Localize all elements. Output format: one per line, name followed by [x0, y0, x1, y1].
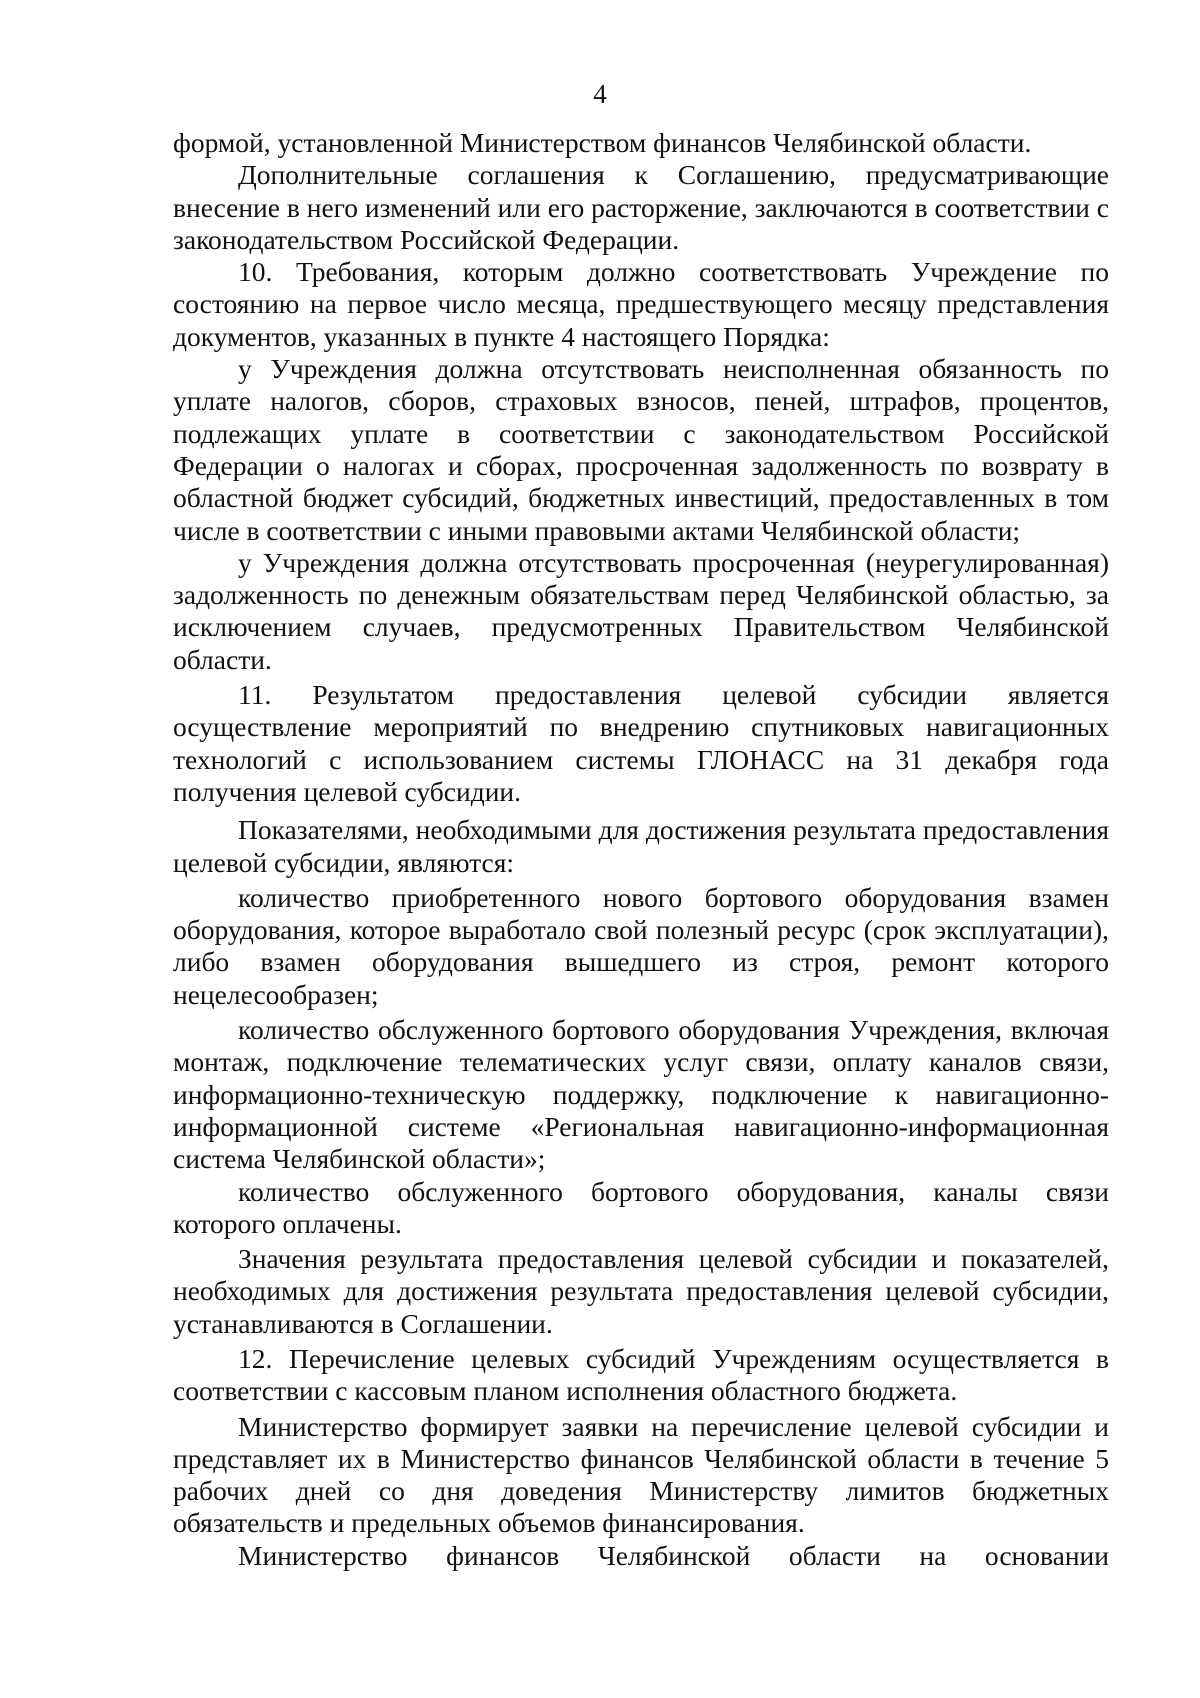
document-body	[173, 127, 1109, 1572]
page-number: 4	[593, 79, 607, 109]
paragraph-item-12: 12. Перечисление целевых субсидий Учреждениям осуществляется в соответствии с кассовым планом исполнения областного бюджета.	[173, 1342, 1109, 1407]
paragraph-additional-agreements: Дополнительные соглашения к Соглашению, предусматривающие внесение в него изменений или его расторжение, заключаются в соответствии с законодательством Российской Федерации.	[173, 159, 1109, 255]
paragraph-values-in-agreement: Значения результата предоставления целевой субсидии и показателей, необходимых для достижения результата предоставления целевой субсидии, устанавливаются в Соглашении.	[173, 1243, 1109, 1339]
paragraph-continuation: формой, установленной Министерством финансов Челябинской области.	[173, 127, 1032, 158]
paragraph-indicator-new-equipment: количество приобретенного нового бортового оборудования взамен оборудования, которое выработало свой полезный ресурс (срок эксплуатации), либо взамен оборудования вышедшего из строя, ремонт которого нецелесообразен;	[173, 881, 1109, 1010]
paragraph-tax-obligation: у Учреждения должна отсутствовать неисполненная обязанность по уплате налогов, сборов, страховых взносов, пеней, штрафов, процентов, подлежащих уплате в соответствии с законодательством Российской Федерации о налогах и сборах, просроченная задолженность по возврату в областной бюджет субсидий, бюджетных инвестиций, предоставленных в том числе в соответствии с иными правовыми актами Челябинской области;	[173, 353, 1109, 546]
paragraph-indicators: Показателями, необходимыми для достижения результата предоставления целевой субсидии, являются:	[173, 814, 1109, 878]
paragraph-item-10: 10. Требования, которым должно соответствовать Учреждение по состоянию на первое число месяца, предшествующего месяцу представления документов, указанных в пункте 4 настоящего Порядка:	[173, 256, 1109, 352]
paragraph-item-11: 11. Результатом предоставления целевой субсидии является осуществление мероприятий по внедрению спутниковых навигационных технологий с использованием системы ГЛОНАСС на 31 декабря года получения целевой субсидии.	[173, 679, 1109, 807]
paragraph-ministry-finance: Министерство финансов Челябинской области на основании	[238, 1539, 1109, 1571]
paragraph-overdue-debt: у Учреждения должна отсутствовать просроченная (неурегулированная) задолженность по денежным обязательствам перед Челябинской областью, за исключением случаев, предусмотренных Правительством Челябинской области.	[173, 546, 1109, 675]
paragraph-ministry-requests: Министерство формирует заявки на перечисление целевой субсидии и представляет их в Министерство финансов Челябинской области в течение 5 рабочих дней со дня доведения Министерству лимитов бюджетных обязательств и предельных объемов финансирования.	[173, 1410, 1109, 1539]
paragraph-indicator-serviced-equipment: количество обслуженного бортового оборудования Учреждения, включая монтаж, подключение телематических услуг связи, оплату каналов связи, информационно-техническую поддержку, подключение к навигационно-информационной системе «Региональная навигационно-информационная система Челябинской области»;	[173, 1014, 1109, 1175]
paragraph-indicator-paid-channels: количество обслуженного бортового оборудования, каналы связи которого оплачены.	[173, 1175, 1109, 1239]
